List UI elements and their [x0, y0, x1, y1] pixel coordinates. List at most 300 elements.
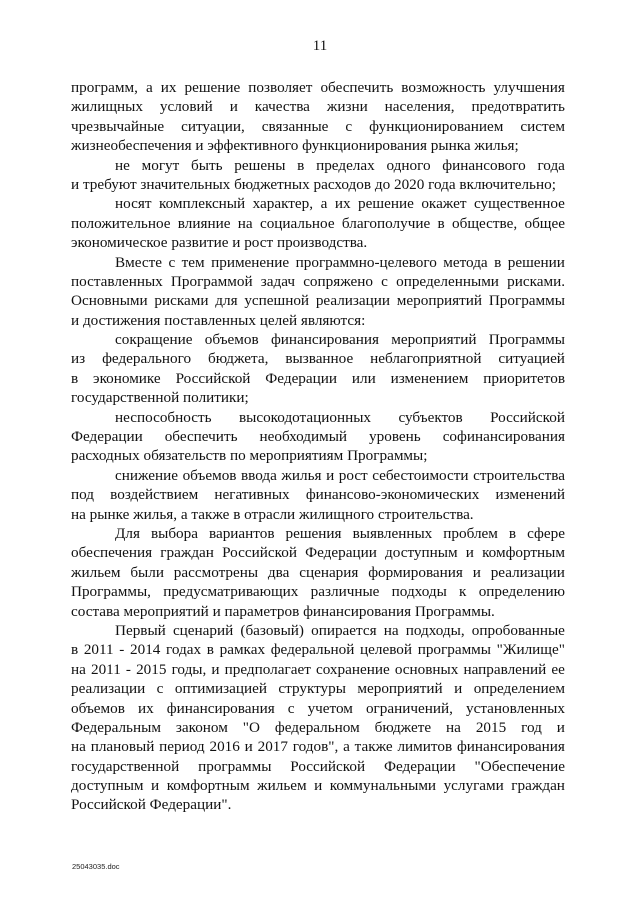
word: качества [254, 98, 310, 116]
word: социальное [259, 214, 335, 232]
word: и [244, 738, 253, 756]
word: мероприятиям [249, 447, 348, 465]
word: тем [181, 253, 205, 271]
word: Программы [488, 331, 565, 349]
word: возможность [401, 79, 486, 96]
word: значительных [140, 175, 235, 193]
word: программы [198, 757, 272, 775]
text-line [71, 253, 565, 272]
word: сокращение [115, 331, 193, 349]
word: также [191, 505, 234, 523]
word: связанные [261, 117, 329, 135]
text-line [71, 602, 565, 621]
word: под [71, 486, 95, 504]
word: предполагает [224, 660, 311, 678]
word: определению [478, 583, 565, 601]
word: основных [394, 660, 459, 678]
word: обществе, [452, 214, 518, 232]
word: ситуации, [181, 117, 245, 135]
word: жилья [281, 466, 322, 484]
text-line [71, 272, 565, 291]
word: реализации [71, 680, 146, 698]
word: Федерации [305, 544, 377, 562]
word: и [556, 718, 565, 736]
word: финансового [442, 156, 526, 174]
word: структуры [278, 680, 346, 698]
word: подходы [391, 583, 447, 601]
word: с [287, 699, 295, 717]
text-line [71, 349, 565, 368]
word: решение [184, 79, 241, 96]
word: Федерации [265, 369, 338, 387]
word: финансирования [270, 331, 379, 349]
word: 2016 [209, 738, 240, 756]
text-line [71, 427, 565, 446]
word: опробованные [471, 621, 565, 639]
word: определенными [396, 272, 499, 290]
word: обеспечения [71, 544, 153, 562]
footer-filename: 25043035.doc [72, 862, 120, 871]
word: сценария [299, 563, 359, 581]
text-line [71, 97, 565, 116]
word: или [351, 369, 376, 387]
word: достижения [82, 311, 165, 329]
word: Программы. [414, 602, 495, 620]
word: Вместе [115, 253, 162, 271]
word: в [494, 253, 502, 271]
word: строительства. [377, 505, 474, 523]
word: программно-целевого [295, 253, 437, 271]
word: населения, [384, 98, 455, 116]
text-line [71, 175, 565, 194]
word: приоритетов [483, 369, 565, 387]
word: 2014 [130, 641, 161, 659]
word: годов", [292, 738, 339, 756]
word: сфере [527, 524, 565, 542]
word: государственной [71, 757, 180, 775]
word: экономике [93, 369, 161, 387]
word: и [326, 466, 335, 484]
word: решение [358, 195, 414, 213]
word: ввода [241, 466, 277, 484]
text-line [71, 660, 565, 679]
word: доступным [71, 777, 144, 795]
word: эффективного [207, 137, 303, 155]
text-line [71, 505, 565, 524]
word: и [232, 234, 245, 252]
text-line [71, 737, 565, 756]
word: отрасли [244, 505, 299, 523]
word: вызванное [285, 350, 354, 368]
word: их [137, 699, 154, 717]
word: и [71, 311, 83, 329]
text-line [71, 718, 565, 737]
word: граждан [160, 544, 214, 562]
word: Основными [71, 292, 148, 310]
word: неспособность [115, 408, 212, 426]
word: и [314, 777, 323, 795]
word: обеспечить [164, 428, 238, 446]
word: параметров [224, 602, 304, 620]
word: Федерации [383, 757, 456, 775]
text-line [71, 311, 565, 330]
word: - [125, 660, 131, 678]
word: систем [520, 117, 565, 135]
word: на [71, 738, 86, 756]
word: Российской [175, 369, 251, 387]
text-line [71, 699, 565, 718]
word: высокодотационных [238, 408, 372, 426]
body-text [71, 78, 565, 815]
word: изменением [390, 369, 469, 387]
word: включительно; [459, 175, 556, 193]
word: влияние [177, 214, 231, 232]
word: подходы, [405, 621, 465, 639]
text-line [71, 136, 565, 155]
word: мероприятий [396, 292, 483, 310]
word: реализации [315, 292, 391, 310]
text-line [71, 117, 565, 136]
word: с [156, 680, 164, 698]
word: улучшения [493, 79, 565, 96]
text-line [71, 621, 565, 640]
word: формирования [368, 563, 463, 581]
text-line [71, 776, 565, 795]
word: программы [417, 641, 491, 659]
text-line [71, 640, 565, 659]
word: учетом [307, 699, 353, 717]
word: негативных [214, 486, 290, 504]
word: вариантов [209, 524, 275, 542]
word: метода [443, 253, 488, 271]
word: с [381, 272, 388, 290]
word: развитие [171, 234, 233, 252]
word: Программы; [347, 447, 428, 465]
word: обеспечить [320, 79, 394, 96]
word: направлений [463, 660, 547, 678]
word: "Жилище" [496, 641, 565, 659]
text-line [71, 408, 565, 427]
word: рынка [430, 137, 475, 155]
word: и [211, 660, 220, 678]
text-line [71, 446, 565, 465]
word: не [115, 156, 130, 174]
word: и [465, 544, 474, 562]
word: в [508, 524, 517, 542]
word: финансово-экономических [305, 486, 480, 504]
word: жилья, [133, 505, 181, 523]
word: года [428, 175, 460, 193]
word: обязательств [143, 447, 231, 465]
word: бюджете [374, 718, 432, 736]
word: рамках [219, 641, 266, 659]
text-line [71, 543, 565, 562]
word: государственной [71, 389, 184, 407]
word: существенное [473, 195, 565, 213]
word: годах [166, 641, 202, 659]
word: воздействием [110, 486, 199, 504]
word: Федеральным [71, 718, 161, 736]
word: решении [507, 253, 565, 271]
word: ее [551, 660, 565, 678]
word: пределах [316, 156, 375, 174]
word: характер, [252, 195, 314, 213]
word: мероприятий [123, 602, 213, 620]
word: в [206, 641, 214, 659]
word: и [151, 777, 160, 795]
word: носят [115, 195, 152, 213]
word: а [145, 79, 153, 96]
word: законом [175, 718, 228, 736]
word: благополучие [341, 214, 431, 232]
word: являются: [300, 311, 366, 329]
text-line [71, 757, 565, 776]
word: их [334, 195, 351, 213]
word: были [130, 563, 164, 581]
text-line [71, 369, 565, 388]
word: уровень [369, 428, 421, 446]
word: в [71, 369, 79, 387]
word: бюджетных [234, 175, 314, 193]
word: рынке [89, 505, 134, 523]
word: с [168, 253, 176, 271]
text-line [71, 485, 565, 504]
text-line [71, 582, 565, 601]
text-line [71, 466, 565, 485]
word: положительное [71, 214, 171, 232]
word: снижение [115, 466, 179, 484]
word: Программы, [71, 583, 151, 601]
word: Программы [488, 292, 565, 310]
word: плановый [90, 738, 155, 756]
word: для [215, 292, 238, 310]
word: жилья; [474, 137, 519, 155]
word: Российской [490, 408, 565, 426]
word: различные [310, 583, 380, 601]
word: неблагоприятной [370, 350, 482, 368]
word: коммунальными [329, 777, 437, 795]
word: мероприятий [391, 331, 477, 349]
text-line [71, 214, 565, 233]
word: поставленных [71, 272, 163, 290]
word: также [354, 738, 393, 756]
word: предусматривающих [163, 583, 299, 601]
text-line [71, 563, 565, 582]
text-line [71, 524, 565, 543]
word: бюджета, [207, 350, 269, 368]
word: Программой [170, 272, 253, 290]
word: жизни [326, 98, 368, 116]
word: граждан [511, 777, 565, 795]
word: сценарий [172, 621, 234, 639]
word: Федерации [71, 428, 143, 446]
text-line [71, 388, 565, 407]
word: жилищного [298, 505, 378, 523]
word: рост [244, 234, 277, 252]
word: в [233, 505, 245, 523]
word: поставленных [164, 311, 260, 329]
text-line [71, 330, 565, 349]
word: жилищных [71, 98, 143, 116]
word: по [230, 447, 250, 465]
word: и [195, 137, 208, 155]
word: "О [242, 718, 260, 736]
word: целевой [360, 641, 413, 659]
word: (базовый) [240, 621, 304, 639]
word: одного [386, 156, 431, 174]
word: жизнеобеспечения [71, 137, 196, 155]
word: 2011 [83, 641, 114, 659]
word: 2011 [90, 660, 121, 678]
page-number: 11 [312, 38, 328, 54]
word: рисками. [507, 272, 565, 290]
word: функционированием [369, 117, 504, 135]
word: ограничений, [365, 699, 453, 717]
word: два [267, 563, 290, 581]
text-line [71, 78, 565, 97]
word: решения [285, 524, 342, 542]
word: строительства [473, 466, 565, 484]
word: Для [115, 524, 140, 542]
word: успешной [244, 292, 310, 310]
text-line [71, 679, 565, 698]
word: окажет [421, 195, 467, 213]
word: политики; [183, 389, 249, 407]
word: финансирования [456, 738, 565, 756]
word: к [459, 583, 467, 601]
word: 2015 [136, 660, 167, 678]
word: годы, [171, 660, 207, 678]
word: себестоимости [372, 466, 469, 484]
word: Российской [222, 544, 297, 562]
word: комфортным [166, 777, 250, 795]
word: в [437, 214, 445, 232]
text-line [71, 233, 565, 252]
word: оптимизацией [174, 680, 267, 698]
word: 2015 [475, 718, 507, 736]
word: комплексный [158, 195, 246, 213]
word: на [71, 660, 86, 678]
word: доступным [385, 544, 458, 562]
word: объемов [182, 466, 237, 484]
word: лимитов [397, 738, 453, 756]
word: и [454, 680, 463, 698]
word: финансирования [303, 602, 415, 620]
word: необходимый [259, 428, 348, 446]
word: из [71, 350, 86, 368]
word: и [212, 602, 225, 620]
word: федеральном [274, 718, 360, 736]
word: на [446, 718, 461, 736]
word: "Обеспечение [474, 757, 565, 775]
word: расходных [71, 447, 144, 465]
word: производства. [276, 234, 368, 252]
word: 2020 [393, 175, 429, 193]
word: определением [473, 680, 565, 698]
word: быть [191, 156, 223, 174]
word: Федерации". [149, 796, 232, 814]
word: проблем [443, 524, 498, 542]
word: жильем [71, 563, 121, 581]
word: софинансирования [442, 428, 565, 446]
word: жильем [257, 777, 307, 795]
word: до [374, 175, 394, 193]
word: опирается [311, 621, 377, 639]
word: год [521, 718, 542, 736]
word: задач [260, 272, 296, 290]
word: требуют [82, 175, 141, 193]
word: в [71, 641, 79, 659]
word: могут [141, 156, 180, 174]
word: сопряжено [303, 272, 373, 290]
word: на [237, 214, 253, 232]
word: субъектов [398, 408, 463, 426]
word: изменений [495, 486, 565, 504]
word: экономическое [71, 234, 172, 252]
word: объемов [71, 699, 125, 717]
word: объемов [204, 331, 259, 349]
word: целей [259, 311, 301, 329]
word: выявленных [352, 524, 433, 542]
word: рисками [154, 292, 209, 310]
word: услугами [443, 777, 504, 795]
word: выбора [150, 524, 198, 542]
word: Российской [71, 796, 150, 814]
word: финансирования [166, 699, 275, 717]
word: расходов [313, 175, 375, 193]
word: в [297, 156, 305, 174]
word: сохранение [315, 660, 390, 678]
word: ситуацией [498, 350, 565, 368]
word: на [71, 505, 90, 523]
word: комфортным [482, 544, 565, 562]
word: состава [71, 602, 124, 620]
word: позволяет [248, 79, 313, 96]
word: их [160, 79, 177, 96]
word: а [320, 195, 328, 213]
word: решены [234, 156, 286, 174]
word: 2017 [257, 738, 288, 756]
word: федеральной [270, 641, 355, 659]
word: Российской [290, 757, 366, 775]
word: условий [159, 98, 213, 116]
word: и [229, 98, 238, 116]
word: общее [524, 214, 565, 232]
word: период [159, 738, 205, 756]
word: Первый [115, 621, 166, 639]
word: мероприятий [357, 680, 443, 698]
word: федерального [102, 350, 192, 368]
text-line [71, 795, 565, 814]
word: с [345, 117, 353, 135]
word: рост [338, 466, 368, 484]
word: - [119, 641, 125, 659]
text-line [71, 194, 565, 213]
word: программ, [71, 79, 138, 96]
word: на [383, 621, 399, 639]
text-line [71, 291, 565, 310]
text-line [71, 156, 565, 175]
word: чрезвычайные [71, 117, 165, 135]
word: рассмотрены [173, 563, 259, 581]
word: предотвратить [471, 98, 565, 116]
word: применение [211, 253, 290, 271]
word: установленных [465, 699, 565, 717]
word: а [180, 505, 192, 523]
word: и [71, 175, 83, 193]
word: а [343, 738, 350, 756]
word: функционирования [302, 137, 431, 155]
